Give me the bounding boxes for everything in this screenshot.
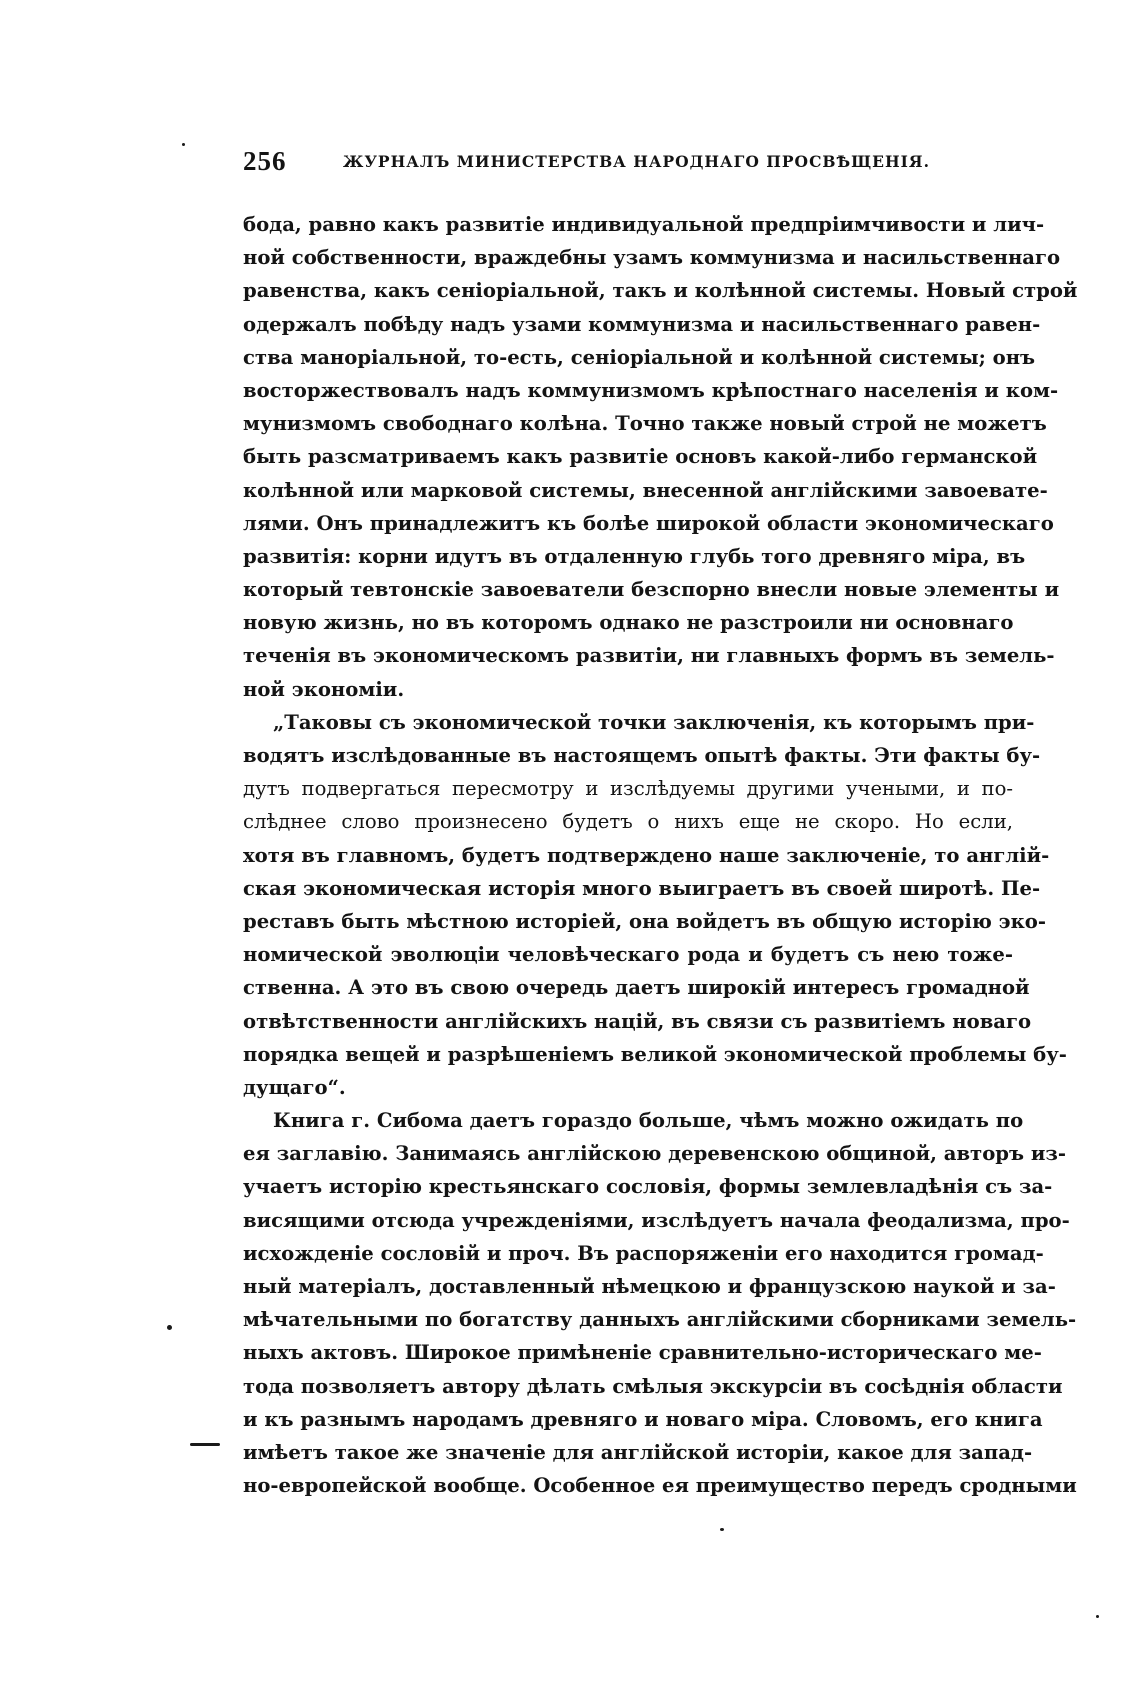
text-line: имѣетъ такое же значеніе для англійской исторіи, какое для запад- — [243, 1440, 1033, 1464]
text-line: мѣчательными по богатству данныхъ англійскими сборниками земель- — [243, 1308, 1077, 1332]
text-line: новую жизнь, но въ которомъ однако не разстроили ни основнаго — [243, 611, 1014, 635]
text-line: водятъ изслѣдованные въ настоящемъ опытѣ факты. Эти факты бу- — [243, 744, 1041, 767]
text-line: тода позволяетъ автору дѣлать смѣлыя экскурсіи въ сосѣднія области — [243, 1374, 1063, 1398]
text-line: отвѣтственности англійскихъ націй, въ связи съ развитіемъ новаго — [243, 1009, 1032, 1033]
text-line: ной собственности, враждебны узамъ коммунизма и насильственнаго — [243, 246, 1061, 270]
text-line: ный матеріалъ, доставленный нѣмецкою и французскою наукой и за- — [243, 1275, 1056, 1298]
text-line: ной экономіи. — [243, 677, 405, 701]
text-line: слѣднее слово произнесено будетъ о нихъ еще не скоро. Но если, — [243, 810, 1013, 834]
text-line: „Таковы съ экономической точки заключенія, къ которымъ при- — [273, 710, 1035, 734]
page-number: 256 — [243, 146, 287, 176]
text-line: висящими отсюда учрежденіями, изслѣдуетъ начала феодализма, про- — [243, 1208, 1070, 1232]
text-line: лями. Онъ принадлежитъ къ болѣе широкой области экономическаго — [243, 511, 1054, 535]
text-line: хотя въ главномъ, будетъ подтверждено наше заключеніе, то англій- — [243, 843, 1050, 867]
text-line: дутъ подвергаться пересмотру и изслѣдуемы другими учеными, и по- — [243, 777, 1013, 801]
text-line: ея заглавію. Занимаясь англійскою деревенскою общиной, авторъ из- — [243, 1142, 1066, 1166]
text-line: колѣнной или марковой системы, внесенной англійскими завоевате- — [243, 478, 1048, 502]
scan-speck — [720, 1528, 724, 1531]
text-line: бода, равно какъ развитіе индивидуальной предпріимчивости и лич- — [243, 213, 1045, 236]
text-line: ства маноріальной, то-есть, сеніоріальной и колѣнной системы; онъ — [243, 345, 1036, 369]
text-column — [243, 208, 1078, 1502]
running-head: ЖУРНАЛЪ МИНИСТЕРСТВА НАРОДНАГО ПРОСВѢЩЕНІЯ. — [343, 152, 930, 171]
scan-speck — [167, 1325, 172, 1330]
text-line: порядка вещей и разрѣшеніемъ великой экономической проблемы бу- — [243, 1042, 1067, 1066]
text-line: учаетъ исторію крестьянскаго сословія, формы землевладѣнія съ за- — [243, 1175, 1053, 1199]
scan-speck — [182, 143, 185, 146]
page-header — [243, 146, 1013, 186]
text-line: равенства, какъ сеніоріальной, такъ и колѣнной системы. Новый строй — [243, 279, 1078, 303]
text-line: ская экономическая исторія много выиграетъ въ своей широтѣ. Пе- — [243, 876, 1041, 900]
text-line: одержалъ побѣду надъ узами коммунизма и насильственнаго равен- — [243, 312, 1041, 336]
text-line: теченія въ экономическомъ развитіи, ни главныхъ формъ въ земель- — [243, 644, 1055, 668]
text-line: мунизмомъ свободнаго колѣна. Точно также новый строй не можетъ — [243, 412, 1047, 436]
text-line: быть разсматриваемъ какъ развитіе основъ какой-либо германской — [243, 445, 1038, 469]
text-line: Книга г. Сибома даетъ гораздо больше, чѣмъ можно ожидать по — [273, 1109, 1024, 1133]
text-line: развитія: корни идутъ въ отдаленную глубь того древняго міра, въ — [243, 544, 1026, 568]
text-line: восторжествовалъ надъ коммунизмомъ крѣпостнаго населенія и ком- — [243, 378, 1059, 402]
text-line: ственна. А это въ свою очередь даетъ широкій интересъ громадной — [243, 976, 1030, 1000]
text-line: и къ разнымъ народамъ древняго и новаго міра. Словомъ, его книга — [243, 1407, 1043, 1431]
text-line: номической эволюціи человѣческаго рода и будетъ съ нею тоже- — [243, 943, 1013, 967]
scan-dash-mark — [190, 1443, 220, 1446]
text-line: дущаго“. — [243, 1075, 346, 1099]
text-line: ныхъ актовъ. Широкое примѣненіе сравнительно-историческаго ме- — [243, 1341, 1042, 1365]
text-line: реставъ быть мѣстною исторіей, она войдетъ въ общую исторію эко- — [243, 909, 1046, 933]
text-line: который тевтонскіе завоеватели безспорно внесли новые элементы и — [243, 578, 1060, 602]
text-line: исхожденіе сословій и проч. Въ распоряженіи его находится громад- — [243, 1241, 1044, 1265]
text-line: но-европейской вообще. Особенное ея преимущество передъ сродными — [243, 1474, 1077, 1498]
scan-speck — [1096, 1615, 1099, 1618]
